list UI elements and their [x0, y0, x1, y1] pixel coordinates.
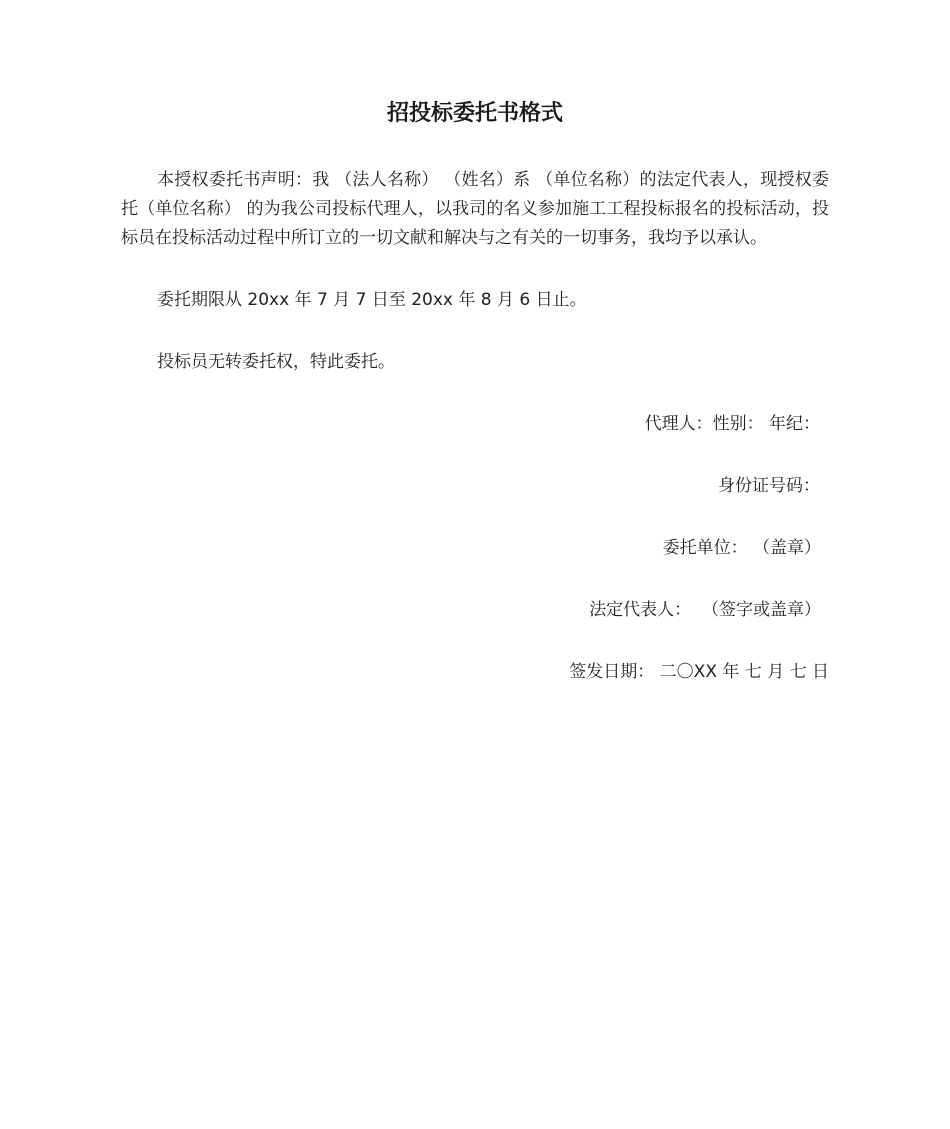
spacer	[121, 377, 829, 410]
document-title: 招投标委托书格式	[386, 101, 563, 126]
spacer	[121, 253, 829, 286]
legal-representative-line: 法定代表人： （签字或盖章）	[589, 600, 821, 620]
no-subdelegation-paragraph: 投标员无转委托权，特此委托。	[157, 352, 395, 372]
agent-info-line: 代理人：性别： 年纪：	[644, 414, 820, 434]
spacer	[121, 563, 829, 596]
spacer	[121, 501, 829, 534]
issue-date-line: 签发日期： 二〇XX 年 七 月 七 日	[569, 662, 829, 682]
spacer	[121, 315, 829, 348]
declaration-paragraph: 本授权委托书声明：我 （法人名称） （姓名）系 （单位名称）的法定代表人，现授权委托（单位名称） 的为我公司投标代理人，以我司的名义参加施工工程投标报名的投标活动，投标员在投标活动过程中所订立的一切文献和解决与之有关的一切事务，我均予以承认。	[121, 170, 829, 248]
term-paragraph: 委托期限从 20xx 年 7 月 7 日至 20xx 年 8 月 6 日止。	[157, 290, 587, 310]
id-number-line: 身份证号码：	[718, 476, 820, 496]
spacer	[121, 625, 829, 658]
document-page	[121, 96, 829, 687]
entrusting-unit-line: 委托单位： （盖章）	[662, 538, 821, 558]
spacer	[121, 439, 829, 472]
